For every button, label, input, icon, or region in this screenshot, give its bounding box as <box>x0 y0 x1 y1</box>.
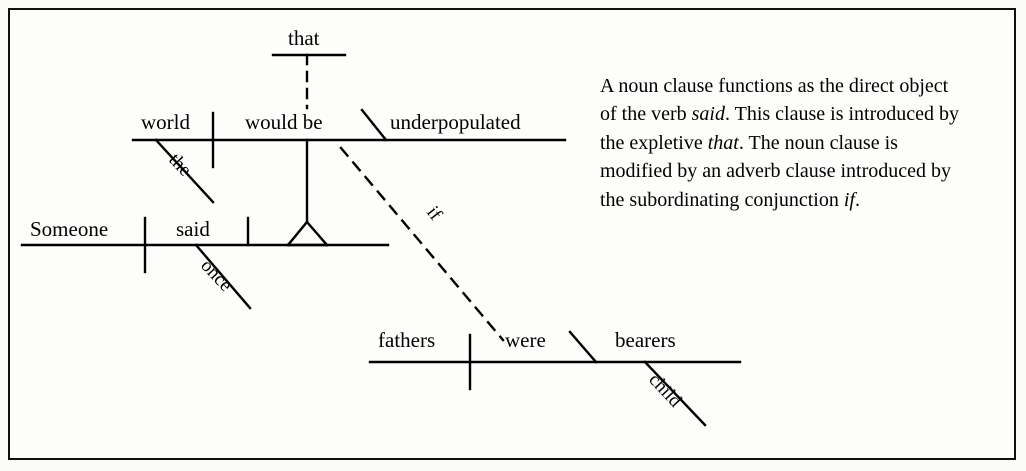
word-child: child <box>644 369 686 412</box>
note-term-said: said <box>691 103 725 126</box>
explanatory-note <box>600 72 968 214</box>
note-line6-a: conjunction <box>744 188 844 211</box>
note-line4: noun clause is modified by an adverb <box>600 131 898 183</box>
note-term-if: if <box>843 188 855 211</box>
note-line1: A noun clause functions as the direct <box>600 75 895 97</box>
slant-predicate-nominative <box>570 332 596 362</box>
word-the: the <box>164 149 196 181</box>
word-someone: Someone <box>30 217 109 241</box>
word-were: were <box>505 328 546 352</box>
word-if: if <box>422 202 446 225</box>
word-underpopulated: underpopulated <box>390 110 521 134</box>
note-line3-b: . The <box>738 131 780 154</box>
word-once: once <box>196 255 237 296</box>
word-fathers: fathers <box>378 328 436 352</box>
word-would-be: would be <box>245 110 323 134</box>
note-line6-b: . <box>855 188 860 211</box>
note-line2-b: . This clause is <box>724 103 844 126</box>
note-term-that: that <box>707 131 739 154</box>
note-line3-a: introduced by the expletive <box>600 103 960 154</box>
note-line5: clause introduced by the subordinating <box>600 160 951 211</box>
word-that: that <box>288 26 320 50</box>
pedestal-left <box>288 222 307 245</box>
note-line2-a: object of the verb <box>600 75 949 126</box>
word-world: world <box>141 110 190 134</box>
slant-predicate-adjective <box>362 110 386 140</box>
word-bearers: bearers <box>615 328 676 352</box>
word-said: said <box>176 217 210 241</box>
pedestal-right <box>307 222 327 245</box>
